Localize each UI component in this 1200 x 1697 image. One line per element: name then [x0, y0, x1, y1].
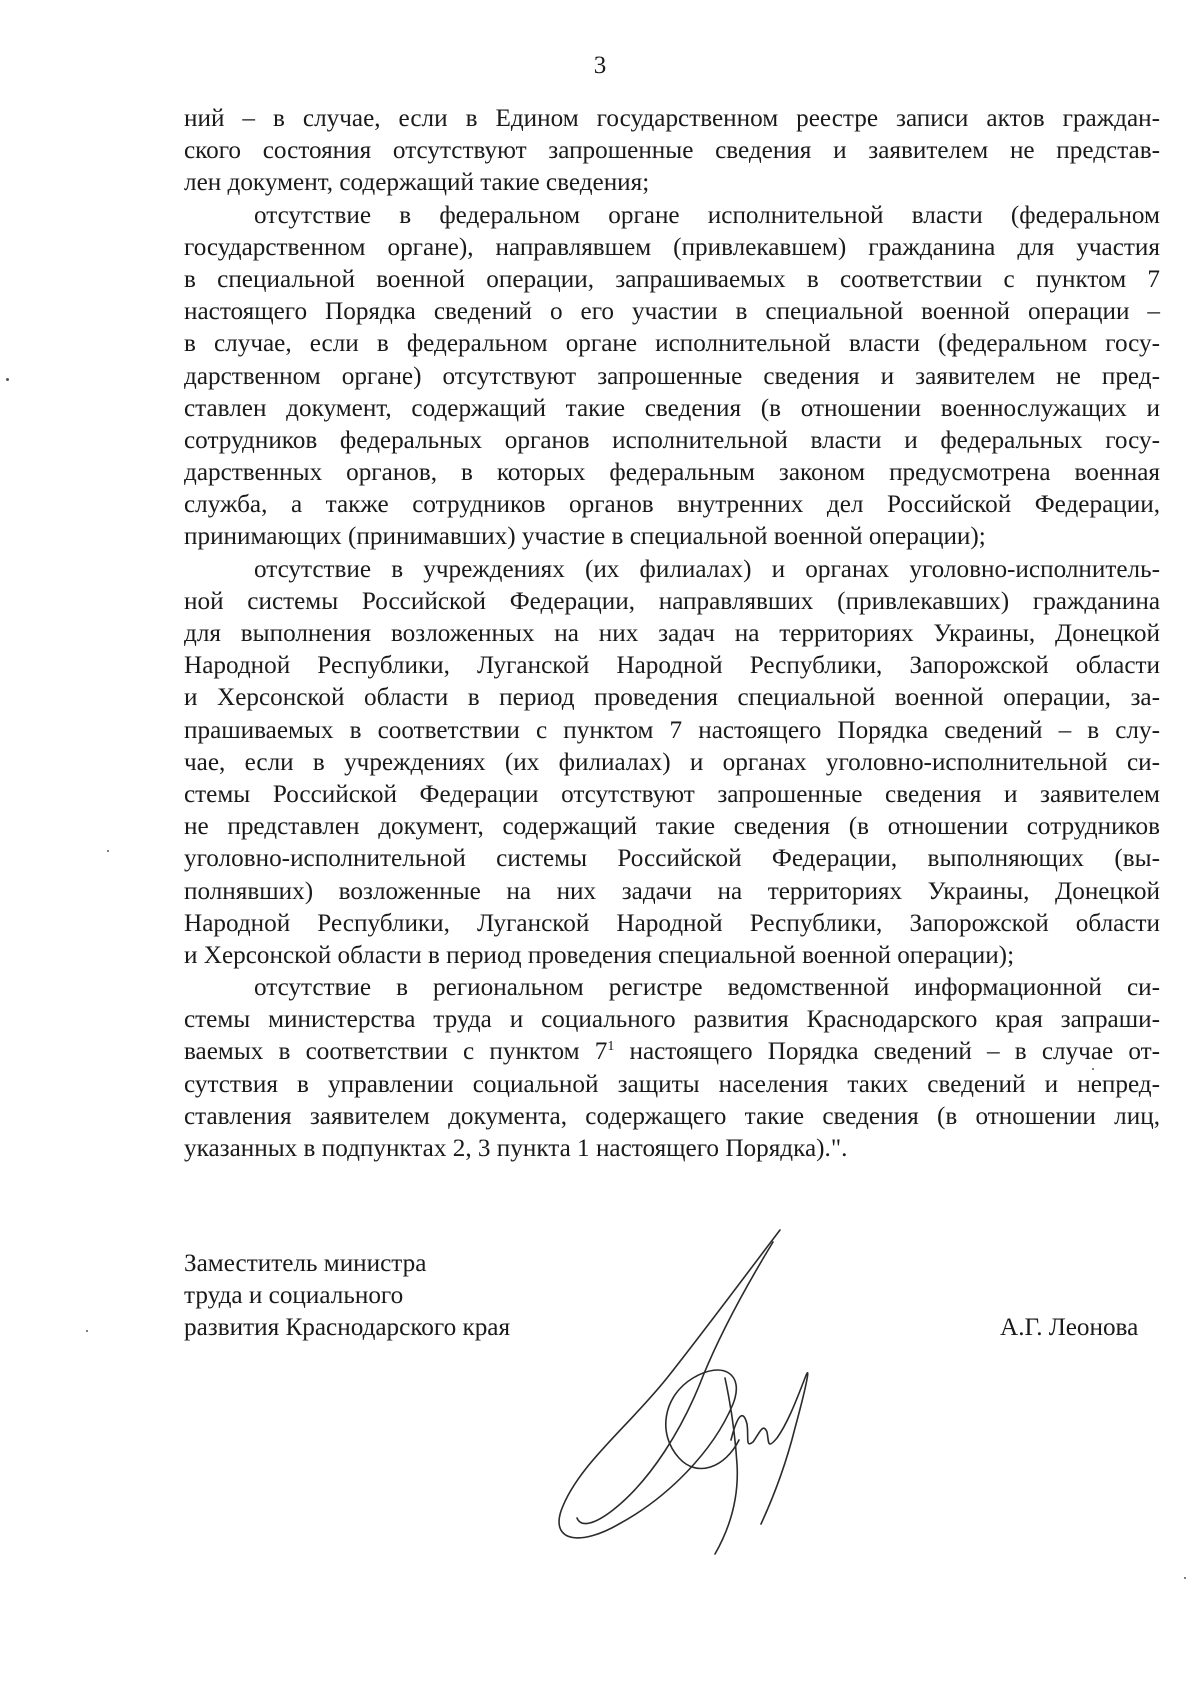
text-line: настоящего Порядка сведений о его участии в специальной военной операции –	[184, 298, 1160, 326]
text-line: указанных в подпунктах 2, 3 пункта 1 настоящего Порядка).".	[184, 1135, 848, 1162]
text-line: и Херсонской области в период проведения специальной военной операции, за-	[184, 684, 1160, 712]
text-line: ского состояния отсутствуют запрошенные сведения и заявителем не представ-	[184, 137, 1160, 165]
text-line: служба, а также сотрудников органов внутренних дел Российской Федерации,	[184, 491, 1160, 519]
handwritten-signature	[555, 1228, 915, 1558]
text-line: сотрудников федеральных органов исполнительной власти и федеральных госу-	[184, 426, 1160, 454]
signature-outer-loop	[559, 1230, 780, 1538]
paragraph	[184, 200, 1160, 554]
text-line: Народной Республики, Луганской Народной Республики, Запорожской области	[184, 652, 1160, 680]
signature-inner-loop	[577, 1242, 773, 1524]
text-line: дарственном органе) отсутствуют запрошенные сведения и заявителем не пред-	[184, 362, 1160, 390]
scan-speck	[1184, 1577, 1186, 1579]
text-line: для выполнения возложенных на них задач на территориях Украины, Донецкой	[184, 620, 1160, 647]
text-run: ваемых в соответствии с пунктом 7	[184, 1038, 608, 1066]
text-line: ставления заявителем документа, содержащего такие сведения (в отношении лиц,	[184, 1102, 1160, 1130]
paragraph	[184, 972, 1160, 1165]
text-line: отсутствие в учреждениях (их филиалах) и органах уголовно-исполнитель-	[254, 555, 1160, 583]
text-line: стемы Российской Федерации отсутствуют запрошенные сведения и заявителем	[184, 780, 1160, 808]
text-line: в случае, если в федеральном органе исполнительной власти (федеральном госу-	[184, 330, 1160, 358]
text-line: прашиваемых в соответствии с пунктом 7 настоящего Порядка сведений – в слу-	[184, 716, 1160, 744]
text-line	[184, 1036, 1160, 1068]
signature-stem	[715, 1378, 737, 1554]
text-line: в специальной военной операции, запрашиваемых в соответствии с пунктом 7	[184, 265, 1160, 293]
paragraph	[184, 103, 1160, 200]
paragraph	[184, 554, 1160, 972]
text-line: сутствия в управлении социальной защиты населения таких сведений и непред-	[184, 1070, 1160, 1098]
signature-tail	[731, 1373, 808, 1524]
text-line: лен документ, содержащий такие сведения;	[184, 169, 650, 197]
text-run: настоящего Порядка сведений – в случае от-	[614, 1038, 1160, 1066]
signatory-position-line: Заместитель министра	[184, 1250, 427, 1277]
scan-speck	[107, 850, 109, 852]
text-line: Народной Республики, Луганской Народной Республики, Запорожской области	[184, 909, 1160, 937]
text-line: и Херсонской области в период проведения специальной военной операции);	[184, 941, 1015, 969]
text-line: отсутствие в федеральном органе исполнительной власти (федеральном	[254, 201, 1160, 229]
body-text	[184, 103, 1160, 1165]
text-line: не представлен документ, содержащий такие сведения (в отношении сотрудников	[184, 813, 1160, 841]
scan-speck	[1092, 1068, 1094, 1070]
text-line: ставлен документ, содержащий такие сведения (в отношении военнослужащих и	[184, 394, 1160, 422]
superscript: 1	[607, 1039, 615, 1055]
scan-speck	[6, 378, 9, 381]
text-line: принимающих (принимавших) участие в специальной военной операции);	[184, 523, 986, 551]
text-line: чае, если в учреждениях (их филиалах) и органах уголовно-исполнительной си-	[184, 748, 1160, 776]
scan-speck	[86, 1330, 88, 1332]
text-line: стемы министерства труда и социального развития Краснодарского края запраши-	[184, 1006, 1160, 1034]
text-line: ний – в случае, если в Едином государственном реестре записи актов граждан-	[184, 105, 1160, 132]
text-line: государственном органе), направлявшем (привлекавшем) гражданина для участия	[184, 233, 1160, 261]
signatory-position	[184, 1248, 510, 1345]
text-line: уголовно-исполнительной системы Российской Федерации, выполняющих (вы-	[184, 845, 1160, 873]
signatory-position-line: развития Краснодарского края	[184, 1314, 511, 1342]
text-line: дарственных органов, в которых федеральным законом предусмотрена военная	[184, 459, 1160, 487]
page-number: 3	[593, 52, 607, 79]
signatory-position-line: труда и социального	[184, 1282, 404, 1310]
text-line: ной системы Российской Федерации, направлявших (привлекавших) гражданина	[184, 587, 1160, 615]
text-line: отсутствие в региональном регистре ведомственной информационной си-	[254, 974, 1160, 1002]
text-line: полнявших) возложенные на них задачи на территориях Украины, Донецкой	[184, 877, 1160, 905]
signatory-name: А.Г. Леонова	[1000, 1314, 1139, 1341]
